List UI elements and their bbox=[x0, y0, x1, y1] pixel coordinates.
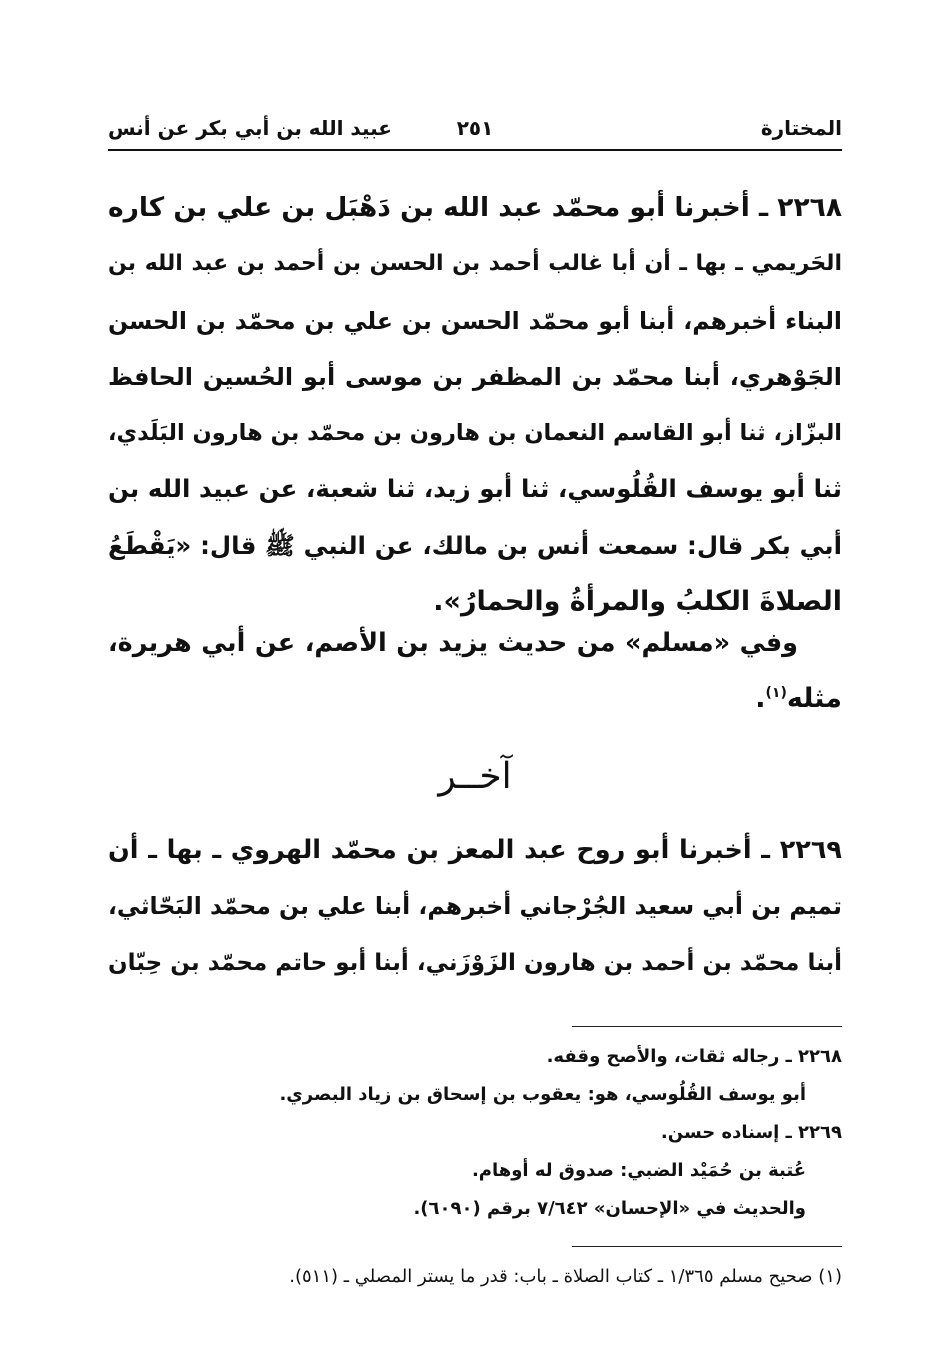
editor-note: ٢٢٦٩ ـ إسناده حسن. bbox=[660, 1122, 842, 1143]
footnote-separator bbox=[572, 1246, 842, 1247]
editor-note: عُتبة بن حُمَيْد الضبي: صدوق له أوهام. bbox=[471, 1160, 806, 1181]
text-line: تميم بن أبي سعيد الجُرْجاني أخبرهم، أبنا علي بن محمّد البَحّاثي، bbox=[108, 892, 842, 921]
book-title: المختارة bbox=[760, 116, 842, 140]
text-line: ٢٢٦٩ ـ أخبرنا أبو روح عبد المعز بن محمّد الهروي ـ بها ـ أن bbox=[108, 835, 842, 865]
notes-separator bbox=[572, 1026, 842, 1027]
editor-notes bbox=[108, 1038, 842, 1228]
footnote-marker: (١) bbox=[765, 685, 787, 702]
text-line: الصلاةَ الكلبُ والمرأةُ والحمارُ». bbox=[433, 586, 842, 618]
text-line: أبي بكر قال: سمعت أنس بن مالك، عن النبي ﷺ قال: «يَقْطَعُ bbox=[108, 530, 842, 560]
editor-note: ٢٢٦٨ ـ رجاله ثقات، والأصح وقفه. bbox=[546, 1046, 842, 1067]
muslim-note-paragraph bbox=[108, 615, 842, 728]
text-line: أبنا محمّد بن أحمد بن هارون الزَوْزَني، أبنا أبو حاتم محمّد بن حِبّان bbox=[108, 949, 842, 976]
muslim-note-word: مثله bbox=[786, 683, 842, 715]
page-number: ٢٥١ bbox=[456, 116, 494, 140]
editor-note: والحديث في «الإحسان» ٧/٦٤٢ برقم (٦٠٩٠). bbox=[413, 1198, 806, 1219]
muslim-note-end: . bbox=[755, 683, 766, 715]
footnote: (١) صحيح مسلم ١/٣٦٥ ـ كتاب الصلاة ـ باب: قدر ما يستر المصلي ـ (٥١١). bbox=[289, 1266, 842, 1287]
text-line: البزّاز، ثنا أبو القاسم النعمان بن هارون بن محمّد بن هارون البَلَدي، bbox=[108, 420, 842, 447]
text-line bbox=[108, 671, 842, 727]
text-line: ٢٢٦٨ ـ أخبرنا أبو محمّد عبد الله بن دَهْبَل بن علي بن كاره bbox=[108, 192, 842, 223]
text-line: الحَريمي ـ بها ـ أن أبا غالب أحمد بن الحسن بن أحمد بن عبد الله بن bbox=[108, 251, 842, 277]
editor-note: أبو يوسف القُلُوسي، هو: يعقوب بن إسحاق بن زياد البصري. bbox=[279, 1084, 806, 1105]
section-heading: آخــر bbox=[438, 756, 512, 797]
header-rule bbox=[108, 149, 842, 151]
hadith-2269 bbox=[108, 822, 842, 991]
hadith-2268 bbox=[108, 180, 842, 630]
text-line: وفي «مسلم» من حديث يزيد بن الأصم، عن أبي هريرة، bbox=[108, 628, 798, 658]
text-line: الجَوْهري، أبنا محمّد بن المظفر بن موسى أبو الحُسين الحافظ bbox=[108, 362, 842, 391]
running-header bbox=[108, 110, 842, 146]
text-line: البناء أخبرهم، أبنا أبو محمّد الحسن بن علي بن محمّد بن الحسن bbox=[108, 306, 842, 335]
chapter-title: عبيد الله بن أبي بكر عن أنس bbox=[108, 116, 392, 140]
text-line: ثنا أبو يوسف القُلُوسي، ثنا أبو زيد، ثنا شعبة، عن عبيد الله بن bbox=[108, 474, 842, 504]
